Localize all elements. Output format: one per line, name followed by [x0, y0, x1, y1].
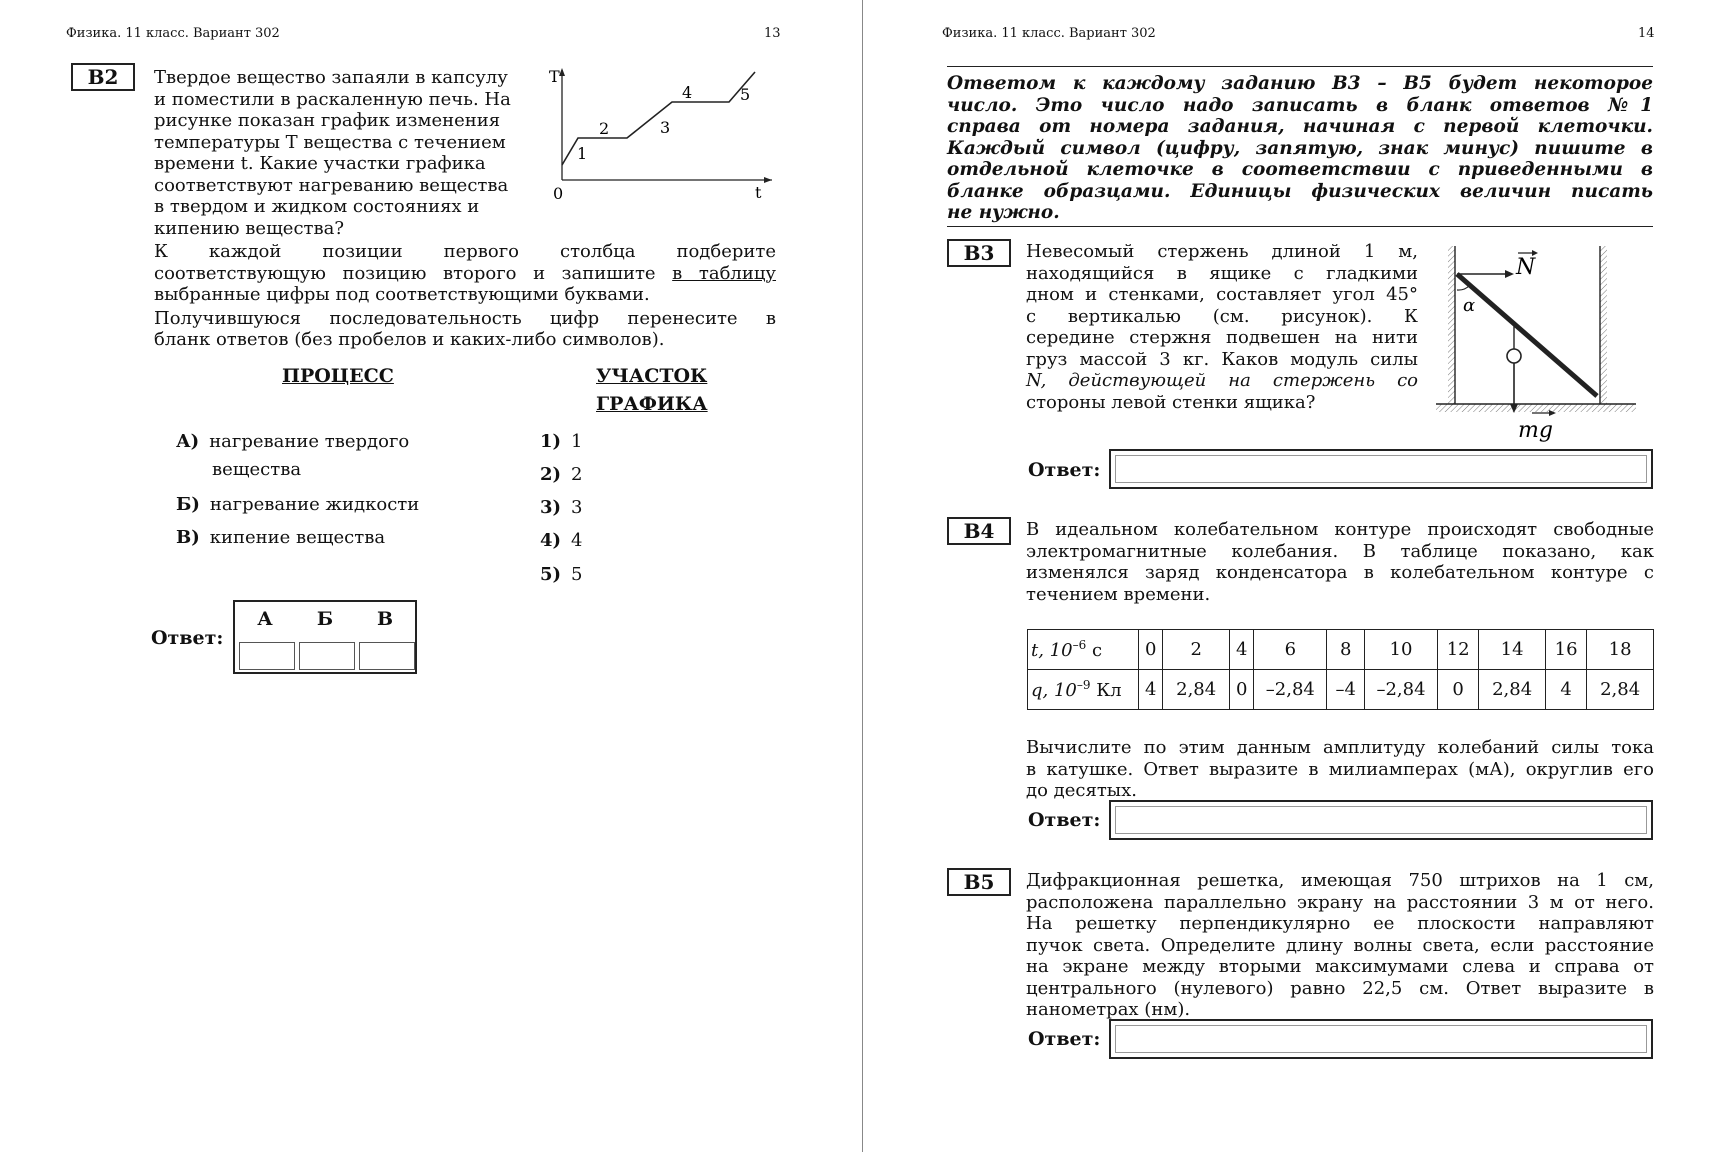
left-header-title: Физика. 11 класс. Вариант 302 — [66, 26, 280, 41]
table-cell: 10 — [1365, 630, 1438, 670]
page-divider — [862, 0, 863, 1152]
b2-line: соответствуют нагреванию вещества — [154, 174, 509, 196]
instruction-line: не нужно. — [947, 202, 1060, 223]
b3-line: с вертикалью (см. рисунок). К — [1026, 305, 1418, 327]
b2-line: и поместили в раскаленную печь. На — [154, 88, 511, 110]
b2-line: Твердое вещество запаяли в капсулу — [154, 67, 508, 88]
b2-question — [154, 67, 539, 239]
process-text: нагревание твердого — [209, 431, 410, 452]
table-cell: –4 — [1327, 670, 1365, 710]
process-text: кипение вещества — [209, 527, 386, 548]
instruction-line: число. Это число надо записать в бланк ответов №1 — [947, 94, 1653, 116]
table-cell: 4 — [1545, 670, 1586, 710]
b2-col2-title-line: УЧАСТОК — [596, 365, 708, 387]
b4-question — [1026, 519, 1654, 605]
rod — [1457, 274, 1597, 396]
b4-answer-label: Ответ: — [1028, 809, 1101, 831]
b5-line: Дифракционная решетка, имеющая 750 штрихов на 1 см, — [1026, 870, 1654, 891]
b3-line: N, действующей на стержень со — [1026, 370, 1418, 391]
b4-line: Вычислите по этим данным амплитуду колебаний силы тока — [1026, 737, 1654, 758]
left-page-number: 13 — [764, 26, 781, 41]
b2-section-2 — [540, 461, 583, 489]
b3-line: груз массой 3 кг. Каков модуль силы — [1026, 348, 1418, 370]
b2-instruction-text: соответствующую позицию второго и запишите — [154, 262, 673, 284]
table-row-time — [1028, 630, 1654, 670]
table-cell: 14 — [1479, 630, 1546, 670]
table-cell: 0 — [1230, 670, 1254, 710]
graph-y-arrow — [559, 68, 565, 76]
b4-answer-field[interactable] — [1109, 800, 1653, 840]
b5-question — [1026, 870, 1654, 1021]
b2-answer-grid — [233, 600, 417, 674]
b2-line: в твердом и жидком состояниях и — [154, 196, 480, 217]
b5-line: центрального (нулевого) равно 22,5 см. Ответ выразите в — [1026, 977, 1654, 999]
table-cell: 4 — [1139, 670, 1163, 710]
b5-answer-inner — [1115, 1025, 1647, 1053]
instructions-top-rule — [947, 66, 1653, 67]
b2-section-4 — [540, 527, 583, 555]
right-header-title: Физика. 11 класс. Вариант 302 — [942, 26, 1156, 41]
b2-process-b — [176, 491, 419, 519]
b3-line: середине стержня подвешен на нити — [1026, 327, 1418, 348]
right-wall — [1600, 246, 1607, 406]
b4-answer-inner — [1115, 806, 1647, 834]
b3-answer-label: Ответ: — [1028, 459, 1101, 481]
angle-label: α — [1463, 295, 1476, 316]
graph-x-arrow — [764, 177, 772, 183]
section-num: 4) — [540, 530, 562, 551]
section-num: 3) — [540, 497, 562, 518]
table-cell: 2,84 — [1479, 670, 1546, 710]
b4-line: изменялся заряд конденсатора в колебательном контуре с — [1026, 562, 1654, 583]
b3-answer-inner — [1115, 455, 1647, 483]
b2-col2-title — [596, 362, 708, 418]
instruction-line: бланке образцами. Единицы физических величин писать — [947, 180, 1653, 202]
table-cell: 2,84 — [1587, 670, 1654, 710]
b2-instruction-line — [154, 263, 776, 285]
table-cell: 0 — [1438, 670, 1479, 710]
table-cell: 0 — [1139, 630, 1163, 670]
b2-process-a — [176, 428, 409, 484]
section-value: 2 — [571, 464, 583, 485]
right-page-number: 14 — [1638, 26, 1655, 41]
process-text: вещества — [212, 459, 302, 480]
process-letter: В) — [176, 527, 200, 548]
answer-cell-c[interactable] — [359, 642, 415, 670]
force-n-arrowhead — [1505, 270, 1514, 278]
b2-line: температуры T вещества с течением — [154, 131, 506, 153]
b3-line: Невесомый стержень длиной 1 м, — [1026, 241, 1418, 262]
table-cell: 12 — [1438, 630, 1479, 670]
b2-col2-title-line: ГРАФИКА — [596, 393, 708, 415]
table-cell: 6 — [1254, 630, 1327, 670]
answer-letter: Б — [316, 608, 334, 630]
instructions-block — [947, 73, 1653, 224]
process-letter: Б) — [176, 494, 200, 515]
section-num: 1) — [540, 431, 562, 452]
graph-origin-label: 0 — [553, 184, 564, 203]
graph-axis-y-label: T — [549, 67, 560, 86]
b5-answer-field[interactable] — [1109, 1019, 1653, 1059]
b3-rod-figure — [1432, 238, 1642, 448]
b2-instruction-underlined: в таблицу — [672, 262, 777, 284]
table-cell: 4 — [1230, 630, 1254, 670]
graph-segment-label: 5 — [740, 85, 751, 104]
b2-section-5 — [540, 561, 583, 589]
instructions-bottom-rule — [947, 226, 1653, 227]
b5-answer-label: Ответ: — [1028, 1028, 1101, 1050]
b5-line: На решетку перпендикулярно ее плоскости направляют — [1026, 913, 1654, 934]
b2-answer-label: Ответ: — [151, 627, 224, 649]
b4-badge: В4 — [947, 517, 1011, 545]
process-text: нагревание жидкости — [209, 494, 420, 515]
answer-letter: А — [257, 608, 273, 630]
label-exp: –9 — [1076, 678, 1091, 692]
graph-axis-x-label: t — [755, 183, 762, 202]
b4-line: В идеальном колебательном контуре происходят свободные — [1026, 519, 1654, 540]
b2-section-3 — [540, 494, 583, 522]
b2-process-c — [176, 524, 385, 552]
graph-segment-label: 3 — [660, 118, 671, 137]
b2-instruction-line: Получившуюся последовательность цифр перенесите в — [154, 307, 776, 329]
b2-temperature-graph — [540, 62, 780, 208]
graph-segment-label: 2 — [599, 119, 610, 138]
b3-badge: В3 — [947, 239, 1011, 267]
graph-segment-label: 1 — [577, 144, 588, 163]
answer-cell-b[interactable] — [299, 642, 355, 670]
b3-line: находящийся в ящике с гладкими — [1026, 262, 1418, 284]
left-wall — [1448, 246, 1455, 406]
b2-line: кипению вещества? — [154, 217, 345, 239]
instruction-line: справа от номера задания, начиная с первой клеточки. — [947, 116, 1653, 137]
weight — [1507, 349, 1521, 363]
graph-curve — [562, 72, 755, 165]
force-n-label: N — [1516, 255, 1536, 280]
b3-question — [1026, 241, 1418, 413]
label-text: q, 10 — [1031, 680, 1077, 701]
b5-line: пучок света. Определите длину волны света, если расстояние — [1026, 934, 1654, 956]
label-unit: с — [1086, 640, 1103, 661]
b2-instruction-line: бланк ответов (без пробелов и каких-либо символов). — [154, 329, 665, 350]
b3-answer-field[interactable] — [1109, 449, 1653, 489]
graph-segment-label: 4 — [682, 83, 693, 102]
section-value: 5 — [571, 564, 583, 585]
label-exp: –6 — [1072, 638, 1087, 652]
instruction-line: Каждый символ (цифру, запятую, знак минус) пишите в — [947, 137, 1653, 159]
b2-instructions — [154, 241, 776, 351]
b2-line: рисунке показан график изменения — [154, 110, 501, 131]
instruction-line: отдельной клеточке в соответствии с приведенными в — [947, 159, 1653, 180]
answer-letter: В — [376, 608, 394, 630]
b4-charge-table — [1027, 629, 1654, 710]
instruction-line: Ответом к каждому заданию В3 – В5 будет некоторое — [947, 73, 1653, 94]
section-num: 2) — [540, 464, 562, 485]
b4-line: до десятых. — [1026, 780, 1137, 801]
b4-line: течением времени. — [1026, 583, 1211, 605]
b5-line: расположена параллельно экрану на расстоянии 3 м от него. — [1026, 891, 1654, 913]
b3-line: дном и стенками, составляет угол 45° — [1026, 284, 1418, 305]
table-cell: –2,84 — [1254, 670, 1327, 710]
row-label-charge — [1028, 670, 1139, 710]
weight-label: mg — [1518, 418, 1553, 443]
b2-col1-title: ПРОЦЕСС — [282, 365, 394, 387]
b2-badge: В2 — [71, 63, 135, 91]
row-label-time — [1028, 630, 1139, 670]
b3-line: стороны левой стенки ящика? — [1026, 391, 1316, 413]
box-floor — [1436, 404, 1636, 412]
answer-cell-a[interactable] — [239, 642, 295, 670]
b2-line: времени t. Какие участки графика — [154, 153, 486, 174]
label-text: t, 10 — [1031, 640, 1073, 661]
b4-question-after — [1026, 737, 1654, 802]
table-cell: 2,84 — [1163, 670, 1230, 710]
section-value: 4 — [571, 530, 583, 551]
section-num: 5) — [540, 564, 562, 585]
b4-line: электромагнитные колебания. В таблице показано, как — [1026, 540, 1654, 562]
b5-line: нанометрах (нм). — [1026, 999, 1191, 1020]
table-row-charge — [1028, 670, 1654, 710]
b2-section-1 — [540, 428, 583, 456]
b5-line: на экране между вторыми максимумами слева и справа от — [1026, 956, 1654, 977]
table-cell: 16 — [1545, 630, 1586, 670]
section-value: 1 — [571, 431, 583, 452]
b2-instruction-line: выбранные цифры под соответствующими буквами. — [154, 284, 650, 305]
b4-line: в катушке. Ответ выразите в милиамперах (мА), округлив его — [1026, 758, 1654, 780]
table-cell: 8 — [1327, 630, 1365, 670]
process-letter: А) — [176, 431, 200, 452]
table-cell: 18 — [1587, 630, 1654, 670]
b2-instruction-line: К каждой позиции первого столбца подберите — [154, 241, 776, 262]
b5-badge: В5 — [947, 868, 1011, 896]
section-value: 3 — [571, 497, 583, 518]
table-cell: –2,84 — [1365, 670, 1438, 710]
label-unit: Кл — [1090, 680, 1122, 701]
table-cell: 2 — [1163, 630, 1230, 670]
